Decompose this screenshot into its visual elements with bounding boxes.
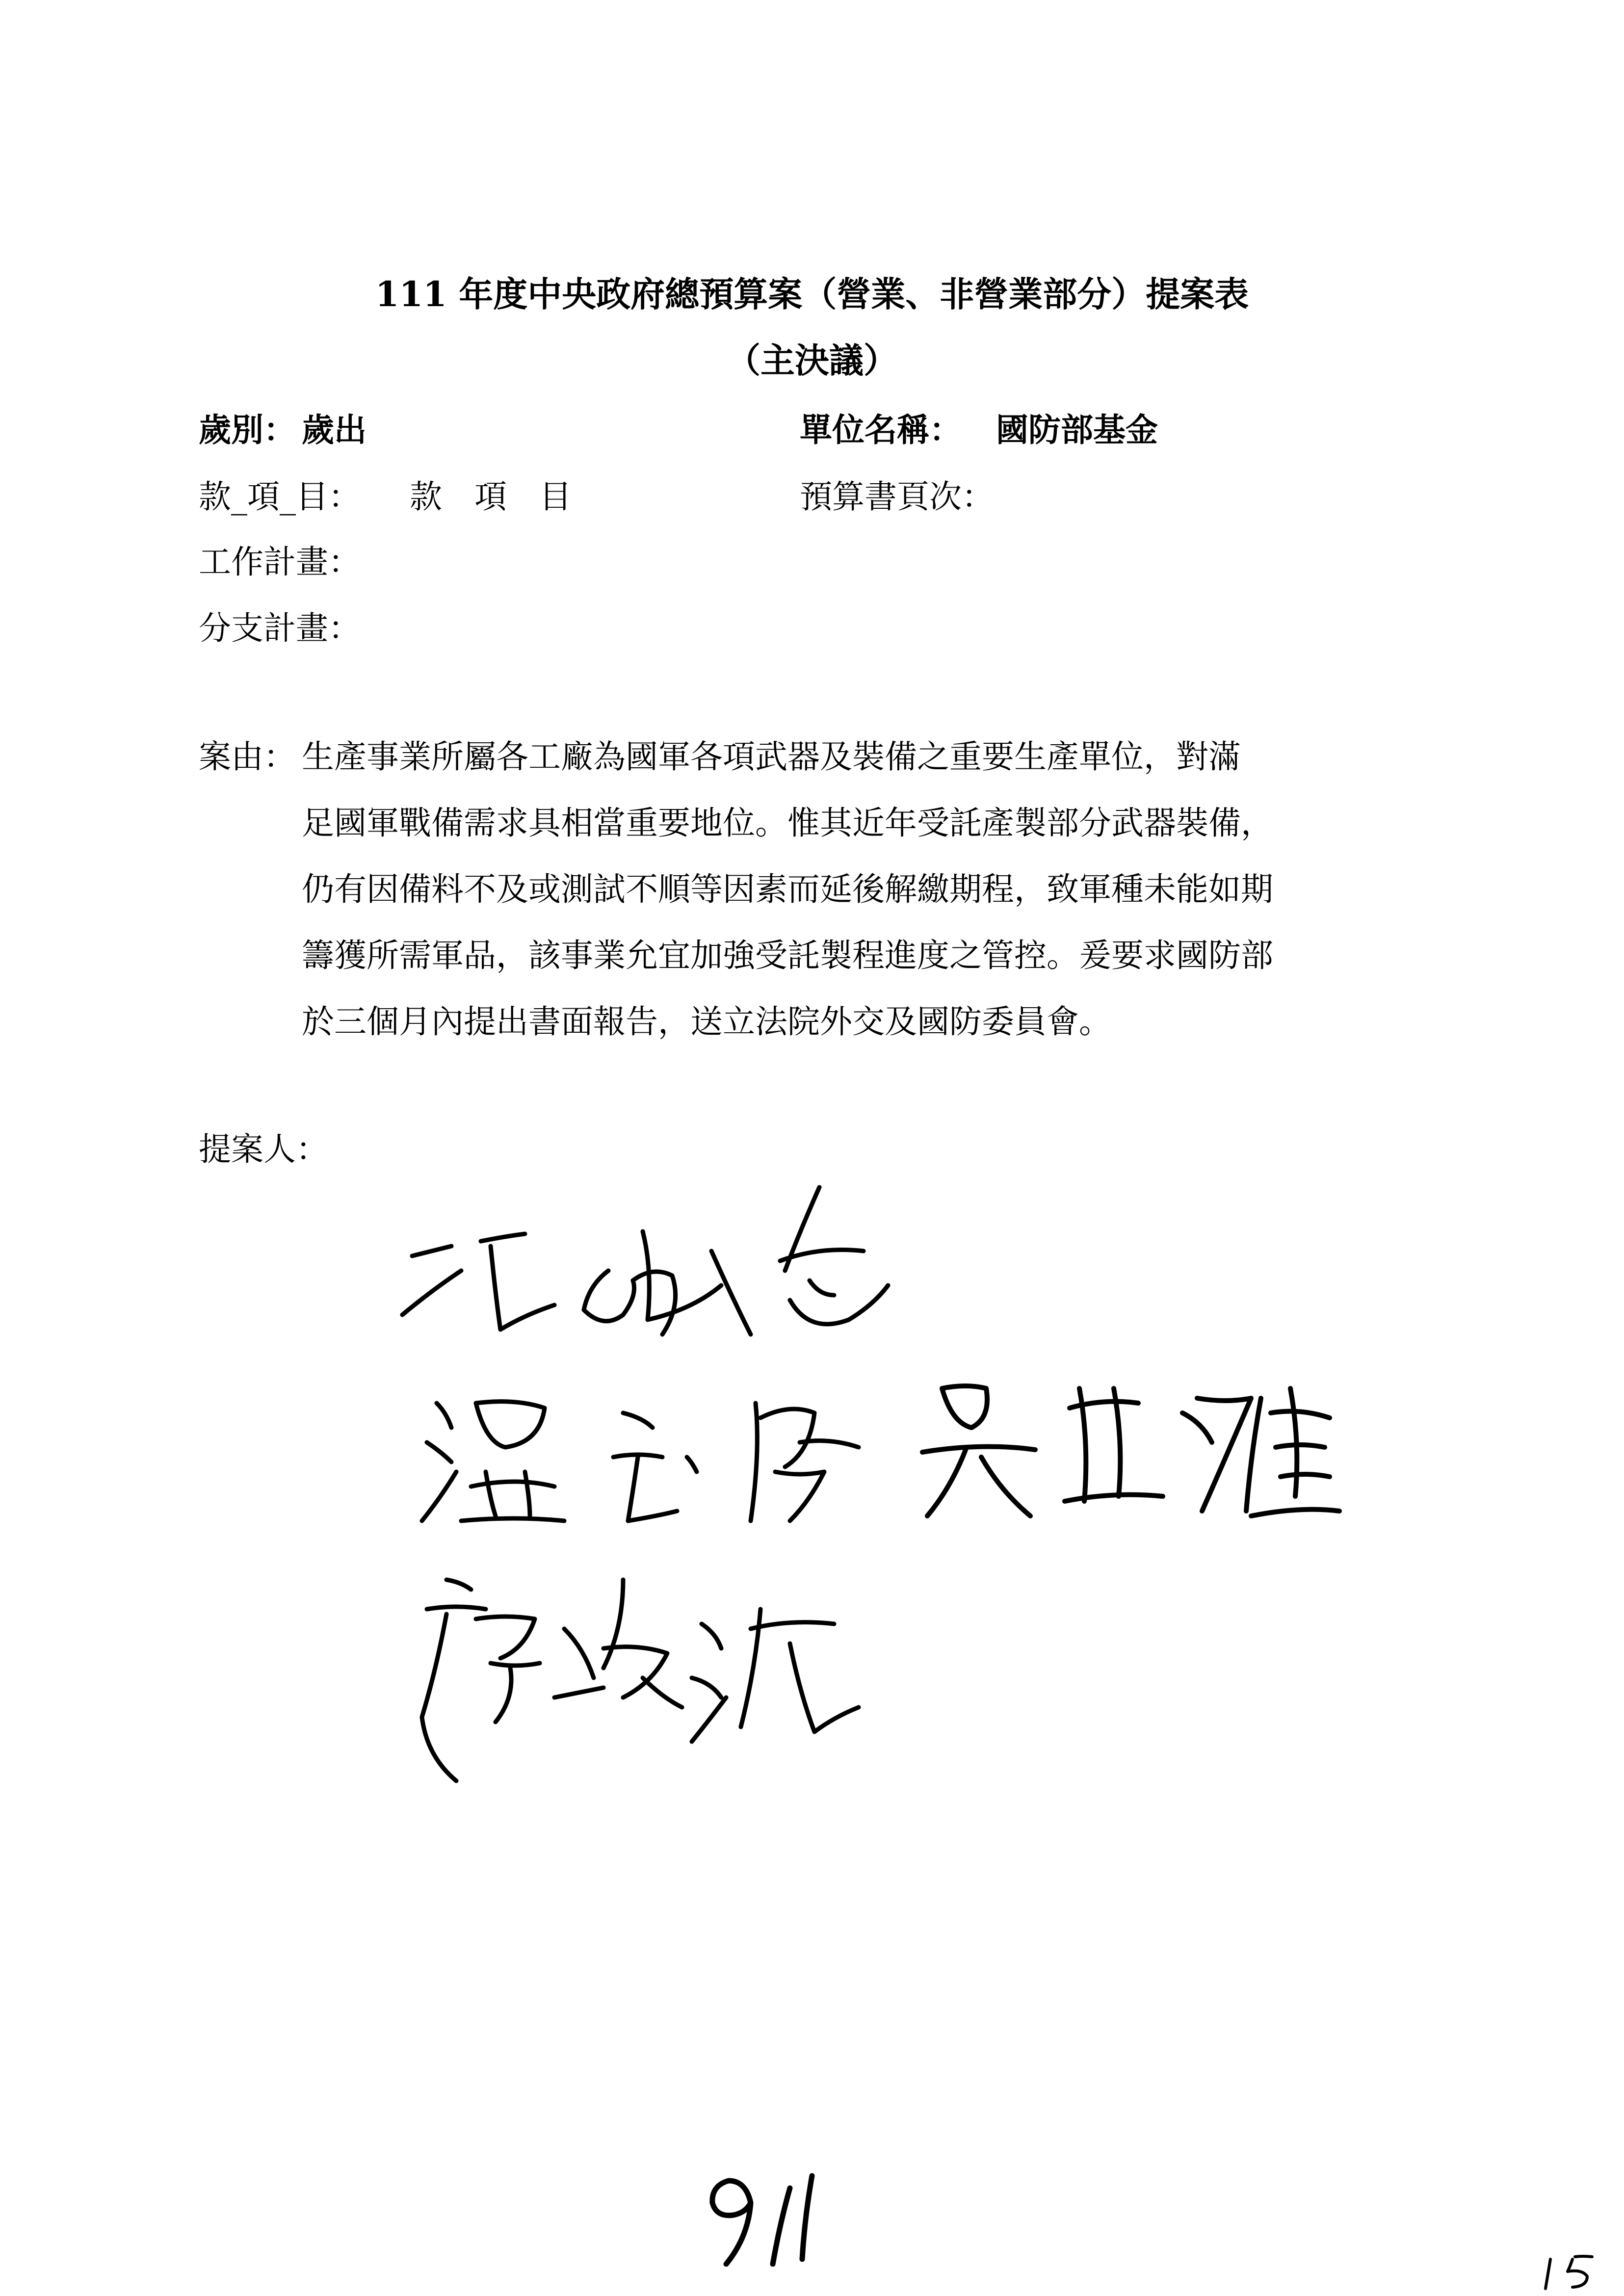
signature-4 <box>417 1570 883 1796</box>
handwritten-page-number <box>707 2168 864 2267</box>
proposer-label: 提案人： <box>199 1130 328 1168</box>
document-title: 111 年度中央政府總預算案（營業、非營業部分）提案表 <box>375 274 1249 314</box>
unit-value: 國防部基金 <box>996 411 1158 449</box>
sub-plan-label: 分支計畫： <box>199 609 361 647</box>
item-value: 款 項 目 <box>410 478 572 516</box>
budget-page-label: 預算書頁次： <box>800 478 994 516</box>
reason-line: 生產事業所屬各工廠為國軍各項武器及裝備之重要生產單位，對滿 <box>302 738 1241 776</box>
signature-2 <box>417 1374 883 1540</box>
work-plan-label: 工作計畫： <box>199 543 361 581</box>
document-subtitle: （主決議） <box>726 340 898 381</box>
category-label: 歲別： <box>199 411 296 449</box>
reason-line: 於三個月內提出書面報告，送立法院外交及國防委員會。 <box>302 1003 1111 1041</box>
handwritten-corner-number <box>1538 2252 1602 2291</box>
item-label: 款_項_目： <box>199 478 361 516</box>
reason-line: 足國軍戰備需求具相當重要地位。惟其近年受託產製部分武器裝備， <box>302 804 1273 842</box>
reason-line: 籌獲所需軍品，該事業允宜加強受託製程進度之管控。爰要求國防部 <box>302 937 1273 974</box>
reason-label: 案由： <box>199 738 296 776</box>
signature-1 <box>378 1173 917 1369</box>
category-value: 歲出 <box>302 411 367 449</box>
unit-label: 單位名稱： <box>800 411 962 449</box>
reason-line: 仍有因備料不及或測試不順等因素而延後解繳期程，致軍種未能如期 <box>302 870 1273 908</box>
signature-3 <box>908 1369 1349 1536</box>
